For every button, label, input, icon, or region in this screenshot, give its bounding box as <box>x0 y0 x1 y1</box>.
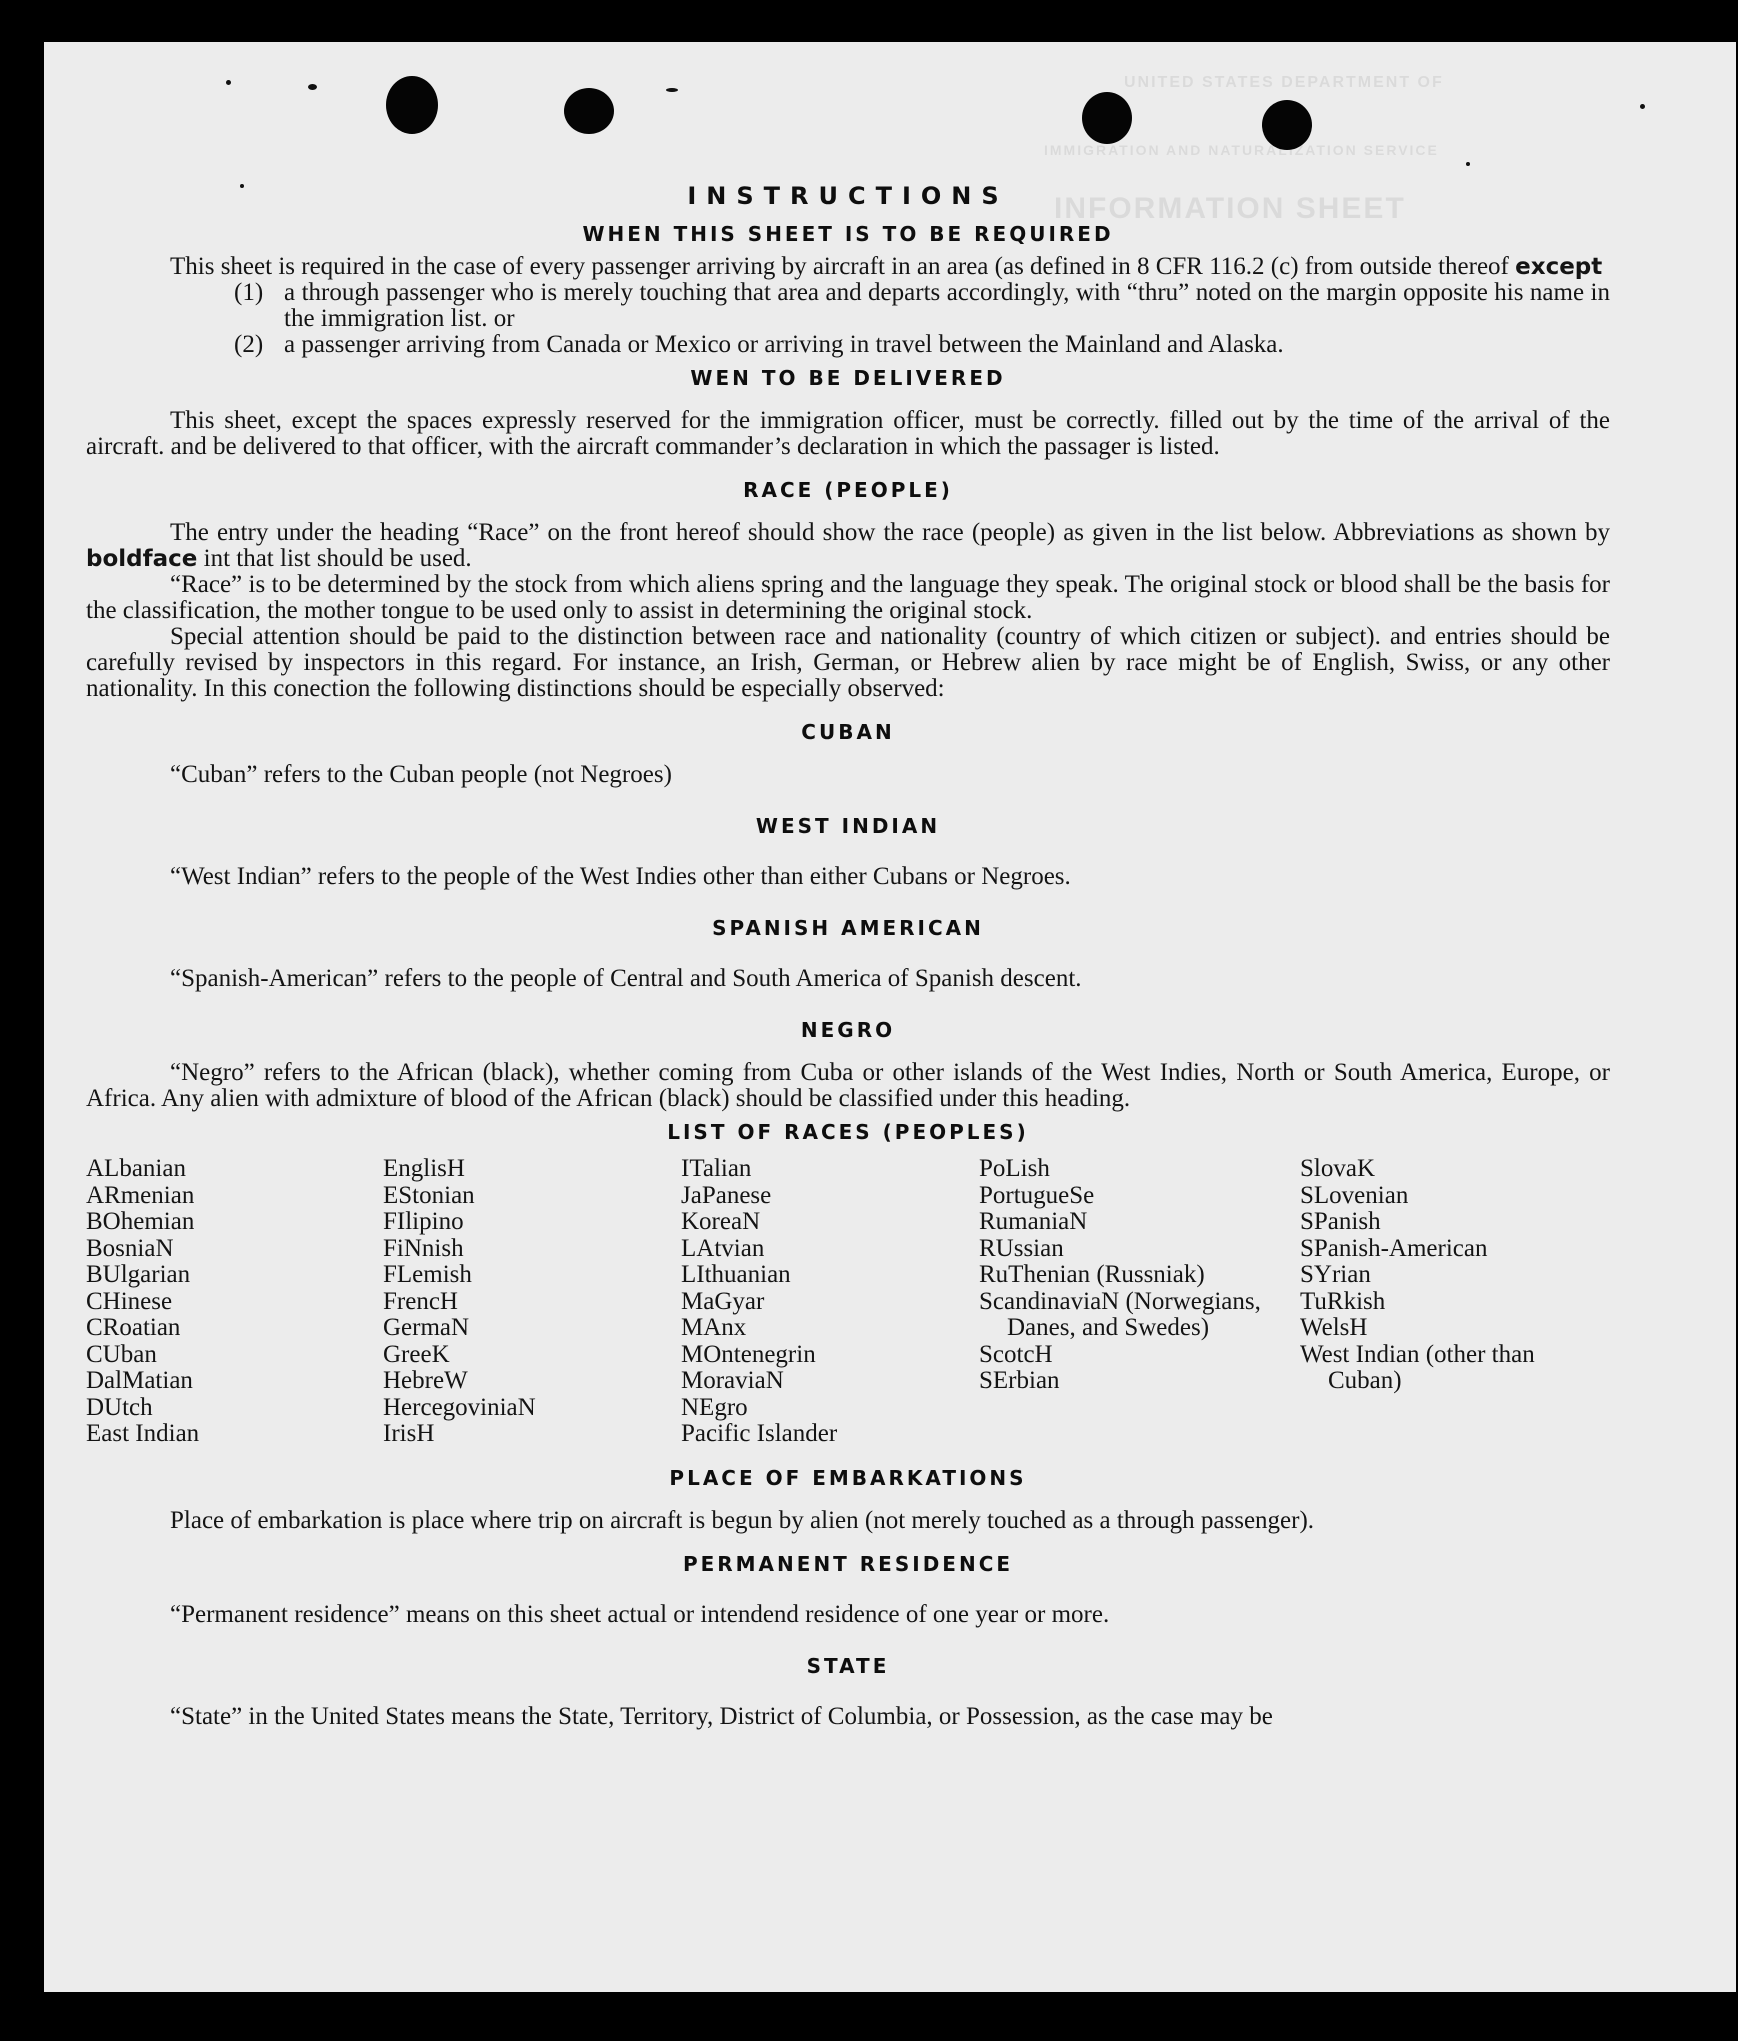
race-entry: ScotcH <box>979 1340 1053 1368</box>
speck <box>308 84 317 90</box>
race-entry: RumaniaN <box>979 1208 1088 1235</box>
speck <box>226 80 231 85</box>
instructions-body <box>86 182 1610 1730</box>
race-entry: SPanish <box>1300 1208 1381 1235</box>
races-column <box>979 1156 1300 1448</box>
race-text-1: The entry under the heading “Race” on the front hereof should show the race (people) as given in the list below. Abbreviations as shown by boldface int that list should be used. <box>86 519 1610 572</box>
races-column <box>86 1156 383 1448</box>
section-heading-embarkation: PLACE OF EMBARKATIONS <box>669 1465 1027 1490</box>
race-entry: MaGyar <box>681 1287 765 1315</box>
section-heading-races-list: LIST OF RACES (PEOPLES) <box>667 1120 1029 1144</box>
race-entry: CHinese <box>86 1287 173 1315</box>
race-entry: GreeK <box>383 1340 450 1368</box>
race-entry: SPanish-American <box>1300 1234 1488 1262</box>
race-entry: BosniaN <box>86 1234 174 1262</box>
race-entry: East Indian <box>86 1420 200 1447</box>
race-entry: IrisH <box>383 1420 435 1447</box>
races-list <box>86 1156 1610 1448</box>
embarkation-text: Place of embarkation is place where trip on aircraft is begun by alien (not merely touched as a through passenger). <box>170 1506 1315 1534</box>
punch-hole <box>1082 92 1132 144</box>
punch-hole <box>564 88 614 134</box>
permanent-residence-text: “Permanent residence” means on this sheet actual or intendend residence of one year or more. <box>170 1600 1110 1628</box>
race-entry: ITalian <box>681 1155 752 1182</box>
show-through-line: UNITED STATES DEPARTMENT OF <box>1124 74 1444 91</box>
speck <box>1466 162 1470 166</box>
race-entry: MAnx <box>681 1314 747 1341</box>
race-entry: BOhemian <box>86 1208 195 1235</box>
race-entry: RuThenian (Russniak) <box>979 1261 1205 1288</box>
race-entry: FiNnish <box>383 1234 464 1262</box>
show-through-line: INFORMATION SHEET <box>1054 192 1406 225</box>
race-entry: LIthuanian <box>681 1261 791 1288</box>
race-text-3: Special attention should be paid to the distinction between race and nationality (country of which citizen or subject). and entries should be carefully revised by inspectors in this regard. For instance, an Irish, German, or Hebrew alien by race might be of English, Swiss, or any other nationality. In this conection the following distinctions should be especially observed: <box>86 623 1610 702</box>
page-title: INSTRUCTIONS <box>687 182 1009 210</box>
race-entry: ScandinaviaN (Norwegians, Danes, and Swedes) <box>979 1287 1261 1341</box>
speck <box>666 88 678 92</box>
section-heading-when-required: WHEN THIS SHEET IS TO BE REQUIRED <box>582 222 1114 246</box>
race-entry: WelsH <box>1300 1314 1368 1341</box>
races-column <box>1300 1156 1610 1448</box>
west-indian-text: “West Indian” refers to the people of the West Indies other than either Cubans or Negroes. <box>170 863 1071 890</box>
race-entry: BUlgarian <box>86 1261 191 1288</box>
race-entry: PortugueSe <box>979 1181 1095 1209</box>
state-text: “State” in the United States means the State, Territory, District of Columbia, or Possession, as the case may be <box>170 1702 1273 1730</box>
race-entry: West Indian (other than Cuban) <box>1300 1340 1535 1394</box>
race-entry: EnglisH <box>383 1155 465 1182</box>
section-heading-negro: NEGRO <box>800 1018 896 1042</box>
race-entry: LAtvian <box>681 1234 765 1262</box>
race-entry: SErbian <box>979 1367 1060 1394</box>
races-column <box>383 1156 681 1448</box>
race-text-2: “Race” is to be determined by the stock from which aliens spring and the language they speak. The original stock or blood shall be the basis for the classification, the mother tongue to be used only to assist in determining the original stock. <box>86 571 1610 624</box>
race-entry: ARmenian <box>86 1181 195 1209</box>
bold-except: except <box>1515 254 1603 280</box>
race-entry: FLemish <box>383 1261 472 1288</box>
show-through-line: IMMIGRATION AND NATURALIZATION SERVICE <box>1044 142 1439 158</box>
races-column <box>681 1156 979 1448</box>
race-entry: JaPanese <box>681 1181 772 1209</box>
race-entry: SYrian <box>1300 1261 1371 1288</box>
race-entry: SlovaK <box>1300 1155 1375 1182</box>
race-entry: CUban <box>86 1340 157 1368</box>
race-entry: FIlipino <box>383 1208 464 1235</box>
section-heading-when-delivered: WEN TO BE DELIVERED <box>690 366 1006 390</box>
list-item: (2) a passenger arriving from Canada or Mexico or arriving in travel between the Mainland and Alaska. <box>234 331 1284 358</box>
document-page <box>44 42 1736 1992</box>
speck <box>1640 104 1645 109</box>
exceptions-list <box>86 280 1610 358</box>
bold-boldface: boldface <box>86 546 198 572</box>
negro-text: “Negro” refers to the African (black), whether coming from Cuba or other islands of the West Indies, North or South America, Europe, or Africa. Any alien with admixture of blood of the African (black) should be classified under this heading. <box>86 1059 1610 1112</box>
list-item: (1) a through passenger who is merely touching that area and departs accordingly, with “thru” noted on the margin opposite his name in the immigration list. or <box>234 279 1610 332</box>
race-entry: DalMatian <box>86 1367 193 1394</box>
race-entry: TuRkish <box>1300 1287 1386 1315</box>
section-heading-west-indian: WEST INDIAN <box>755 814 941 838</box>
race-entry: DUtch <box>86 1393 153 1421</box>
race-entry: GermaN <box>383 1314 470 1341</box>
race-entry: MOntenegrin <box>681 1340 816 1368</box>
race-entry: PoLish <box>979 1155 1050 1182</box>
race-entry: Pacific Islander <box>681 1420 838 1447</box>
race-entry: FrencH <box>383 1287 458 1315</box>
race-entry: CRoatian <box>86 1314 181 1341</box>
section-heading-race: RACE (PEOPLE) <box>743 478 953 502</box>
race-entry: HebreW <box>383 1367 468 1394</box>
race-entry: HercegoviniaN <box>383 1393 536 1421</box>
when-delivered-text: This sheet, except the spaces expressly reserved for the immigration officer, must be correctly. filled out by the time of the arrival of the aircraft. and be delivered to that officer, with the aircraft commander’s declaration in which the passager is listed. <box>86 407 1610 460</box>
when-required-text: This sheet is required in the case of every passenger arriving by aircraft in an area (as defined in 8 CFR 116.2 (c) from outside thereof except <box>170 253 1603 280</box>
race-entry: MoraviaN <box>681 1367 784 1394</box>
section-heading-permanent-residence: PERMANENT RESIDENCE <box>682 1551 1014 1576</box>
section-heading-state: STATE <box>806 1653 890 1678</box>
section-heading-cuban: CUBAN <box>801 720 895 744</box>
punch-hole <box>386 76 438 134</box>
race-entry: NEgro <box>681 1393 748 1421</box>
cuban-text: “Cuban” refers to the Cuban people (not Negroes) <box>170 761 672 788</box>
race-entry: SLovenian <box>1300 1181 1409 1209</box>
race-entry: EStonian <box>383 1181 475 1209</box>
race-entry: KoreaN <box>681 1208 761 1235</box>
spanish-american-text: “Spanish-American” refers to the people of Central and South America of Spanish descent. <box>170 965 1082 992</box>
race-entry: ALbanian <box>86 1155 186 1182</box>
section-heading-spanish-american: SPANISH AMERICAN <box>712 916 984 940</box>
race-entry: RUssian <box>979 1234 1064 1262</box>
